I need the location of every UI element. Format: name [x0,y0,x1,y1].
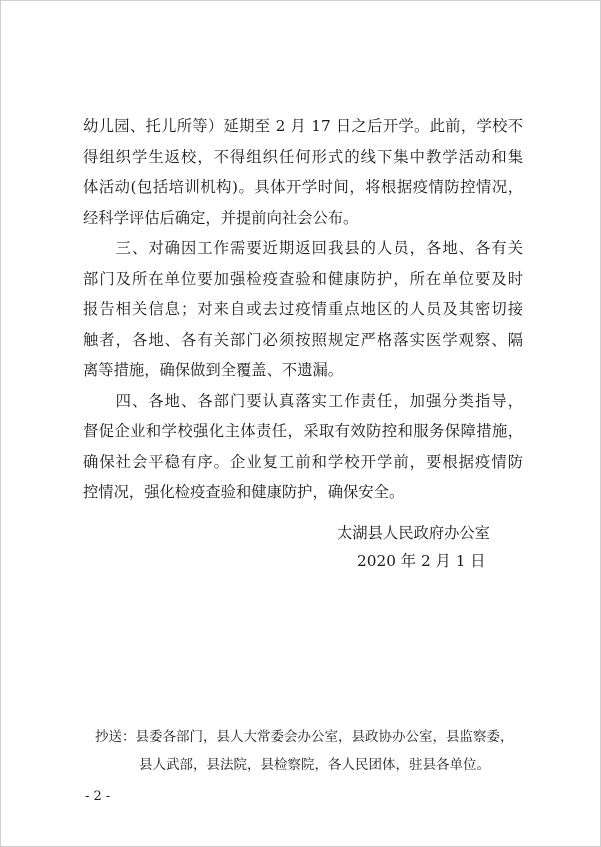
issuing-office: 太湖县人民政府办公室 [337,524,490,542]
signature-block [331,519,531,575]
cc-recipients-first: 县委各部门，县人大常委会办公室，县政协办公室，县监察委， [135,729,514,745]
page-number: - 2 - [85,789,111,804]
text-line: 确保社会平稳有序。企业复工前和学校开学前，要根据疫情防 [83,452,523,471]
issue-date: 2020 年 2 月 1 日 [357,552,486,570]
text-line: 幼儿园、托儿所等）延期至 2 月 17 日之后开学。此前，学校不 [83,117,523,135]
cc-label: 抄送： [95,729,136,745]
paragraph-continuation [83,111,523,233]
cc-line-first [95,723,525,751]
text-line: 督促企业和学校强化主体责任，采取有效防控和服务保障措施， [83,422,523,440]
text-line: 控情况，强化检疫查验和健康防护，确保安全。 [83,483,405,501]
text-line: 得组织学生返校，不得组织任何形式的线下集中教学活动和集 [83,147,523,166]
cc-distribution [95,723,525,779]
text-line: 经科学评估后确定，并提前向社会公布。 [83,208,359,227]
text-line: 四、各地、各部门要认真落实工作责任，加强分类指导， [83,391,523,410]
text-line: 体活动(包括培训机构)。具体开学时间，将根据疫情防控情况， [83,178,523,196]
text-line: 离等措施，确保做到全覆盖、不遗漏。 [83,361,344,379]
paragraph-item-three [83,233,523,386]
text-line: 部门及所在单位要加强检疫查验和健康防护，所在单位要及时 [83,269,523,288]
paragraph-item-four [83,386,523,508]
cc-recipients-second: 县人武部，县法院，县检察院，各人民团体，驻县各单位。 [139,757,490,773]
document-body [83,111,523,508]
text-line: 三、对确因工作需要近期返回我县的人员，各地、各有关 [83,239,523,257]
text-line: 报告相关信息；对来自或去过疫情重点地区的人员及其密切接 [83,300,523,318]
text-line: 触者，各地、各有关部门必须按照规定严格落实医学观察、隔 [83,330,523,349]
